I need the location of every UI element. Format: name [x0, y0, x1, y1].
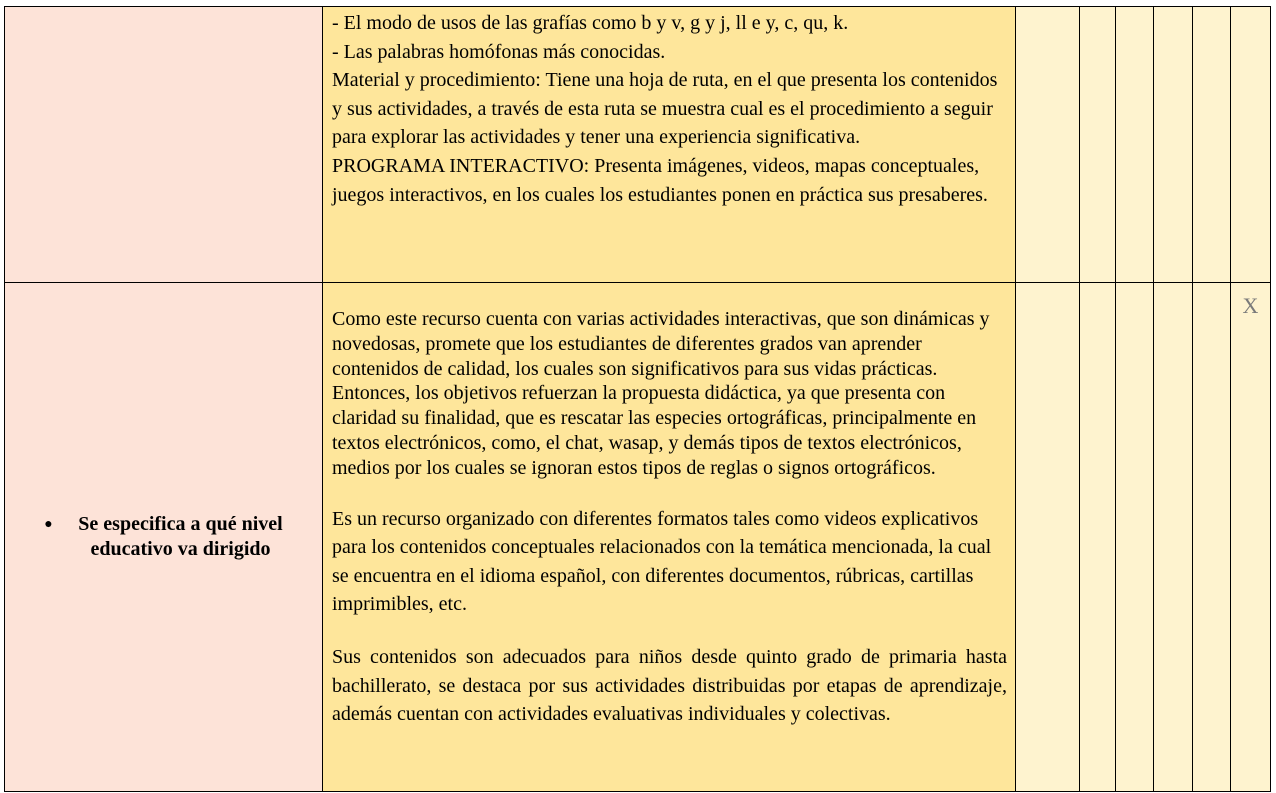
description-paragraph: Es un recurso organizado con diferentes formatos tales como videos explicativos para los contenidos conceptuales relacionados con la temática mencionada, la cual se encuentra en el idioma español, con diferentes documentos, rúbricas, cartillas imprimibles, etc.	[332, 507, 992, 616]
criterion-text: Se especifica a qué nivel educativo va dirigido	[78, 513, 283, 560]
check-cell	[1154, 7, 1193, 283]
description-cell	[323, 283, 1016, 792]
check-mark	[1193, 7, 1230, 17]
check-cell	[1116, 283, 1154, 792]
table-row	[5, 283, 1271, 792]
criterion-cell	[5, 7, 323, 283]
check-cell	[1016, 7, 1080, 283]
description-paragraph: Sus contenidos son adecuados para niños desde quinto grado de primaria hasta bachillerato, se destaca por sus actividades distribuidas por etapas de aprendizaje, además cuentan con actividades evaluativas individuales y colectivas.	[332, 645, 1007, 726]
criterion-bullet-item	[32, 512, 296, 562]
check-mark	[1193, 283, 1230, 293]
check-mark	[1154, 7, 1192, 17]
bullet-icon: ●	[44, 517, 53, 532]
check-mark	[1154, 283, 1192, 293]
check-mark	[1231, 7, 1270, 17]
description-line: - Las palabras homófonas más conocidas.	[332, 40, 666, 63]
check-cell	[1016, 283, 1080, 792]
check-cell	[1231, 283, 1271, 792]
check-mark	[1116, 283, 1153, 293]
check-cell	[1193, 7, 1231, 283]
check-mark: X	[1242, 293, 1259, 318]
check-mark	[1016, 283, 1079, 293]
check-mark	[1080, 283, 1115, 293]
evaluation-table	[4, 6, 1271, 792]
description-line: Material y procedimiento: Tiene una hoja de ruta, en el que presenta los contenidos y sus actividades, a través de esta ruta se muestra cual es el procedimiento a seguir para explorar las actividades y tener una experiencia significativa.	[332, 69, 998, 149]
check-cell	[1193, 283, 1231, 792]
table-row	[5, 7, 1271, 283]
description-paragraph: Como este recurso cuenta con varias actividades interactivas, que son dinámicas y novedosas, promete que los estudiantes de diferentes grados van aprender contenidos de calidad, los cuales son significativos para sus vidas prácticas. Entonces, los objetivos refuerzan la propuesta didáctica, ya que presenta con claridad su finalidad, que es rescatar las especies ortográficas, principalmente en textos electrónicos, como, el chat, wasap, y demás tipos de textos electrónicos, medios por los cuales se ignoran estos tipos de reglas o signos ortográficos.	[332, 308, 990, 479]
check-cell	[1231, 7, 1271, 283]
check-cell	[1154, 283, 1193, 792]
description-line: PROGRAMA INTERACTIVO: Presenta imágenes, videos, mapas conceptuales, juegos interactivos, en los cuales los estudiantes ponen en práctica sus presaberes.	[332, 154, 988, 206]
check-cell	[1080, 283, 1116, 792]
criterion-cell	[5, 283, 323, 792]
check-mark	[1116, 7, 1153, 17]
check-mark	[1080, 7, 1115, 17]
description-cell	[323, 7, 1016, 283]
check-cell	[1080, 7, 1116, 283]
check-mark	[1016, 7, 1079, 17]
check-cell	[1116, 7, 1154, 283]
description-line: - El modo de usos de las grafías como b y v, g y j, ll e y, c, qu, k.	[332, 12, 849, 34]
